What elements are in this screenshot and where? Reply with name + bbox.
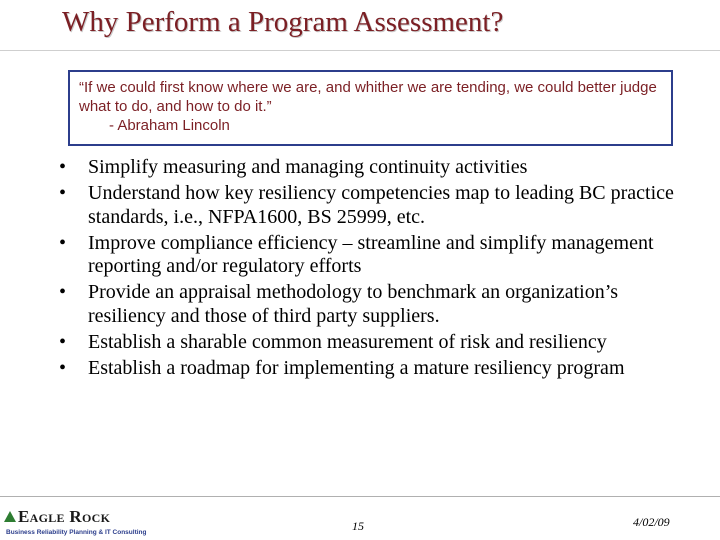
title-divider <box>0 50 720 51</box>
logo-tagline: Business Reliability Planning & IT Consulting <box>6 529 147 536</box>
quote-text: “If we could first know where we are, and whither we are tending, we could better judge what to do, and how to do it.” <box>79 79 657 115</box>
company-logo <box>4 507 154 539</box>
bullet-text: Understand how key resiliency competencies map to leading BC practice standards, i.e., NFPA1600, BS 25999, etc. <box>88 182 674 228</box>
footer-divider <box>0 496 720 497</box>
bullet-text: Provide an appraisal methodology to benchmark an organization’s resiliency and those of third party suppliers. <box>88 281 619 327</box>
bullet-list <box>58 156 688 383</box>
page-number: 15 <box>352 519 364 533</box>
quote-box <box>68 70 673 146</box>
logo-name: Eagle Rock <box>18 507 111 526</box>
bullet-text: Establish a sharable common measurement of risk and resiliency <box>88 330 607 353</box>
logo-wordmark <box>4 507 110 527</box>
bullet-item <box>58 357 688 381</box>
slide-date: 4/02/09 <box>633 515 670 529</box>
bullet-icon: • <box>59 356 67 379</box>
mountain-icon <box>4 511 16 522</box>
bullet-item <box>58 281 688 328</box>
bullet-text: Improve compliance efficiency – streamline and simplify management reporting and/or regulatory efforts <box>88 231 654 277</box>
bullet-icon: • <box>59 281 67 303</box>
bullet-icon: • <box>59 231 67 254</box>
bullet-icon: • <box>59 182 67 204</box>
bullet-text: Establish a roadmap for implementing a mature resiliency program <box>88 356 625 379</box>
bullet-icon: • <box>59 156 67 178</box>
bullet-item <box>58 156 688 180</box>
bullet-item <box>58 331 688 355</box>
quote-author: - Abraham Lincoln <box>109 117 230 134</box>
bullet-icon: • <box>59 330 67 353</box>
bullet-text: Simplify measuring and managing continuity activities <box>88 156 528 178</box>
bullet-item <box>58 232 688 279</box>
slide-title: Why Perform a Program Assessment? <box>62 6 504 38</box>
bullet-item <box>58 182 688 229</box>
